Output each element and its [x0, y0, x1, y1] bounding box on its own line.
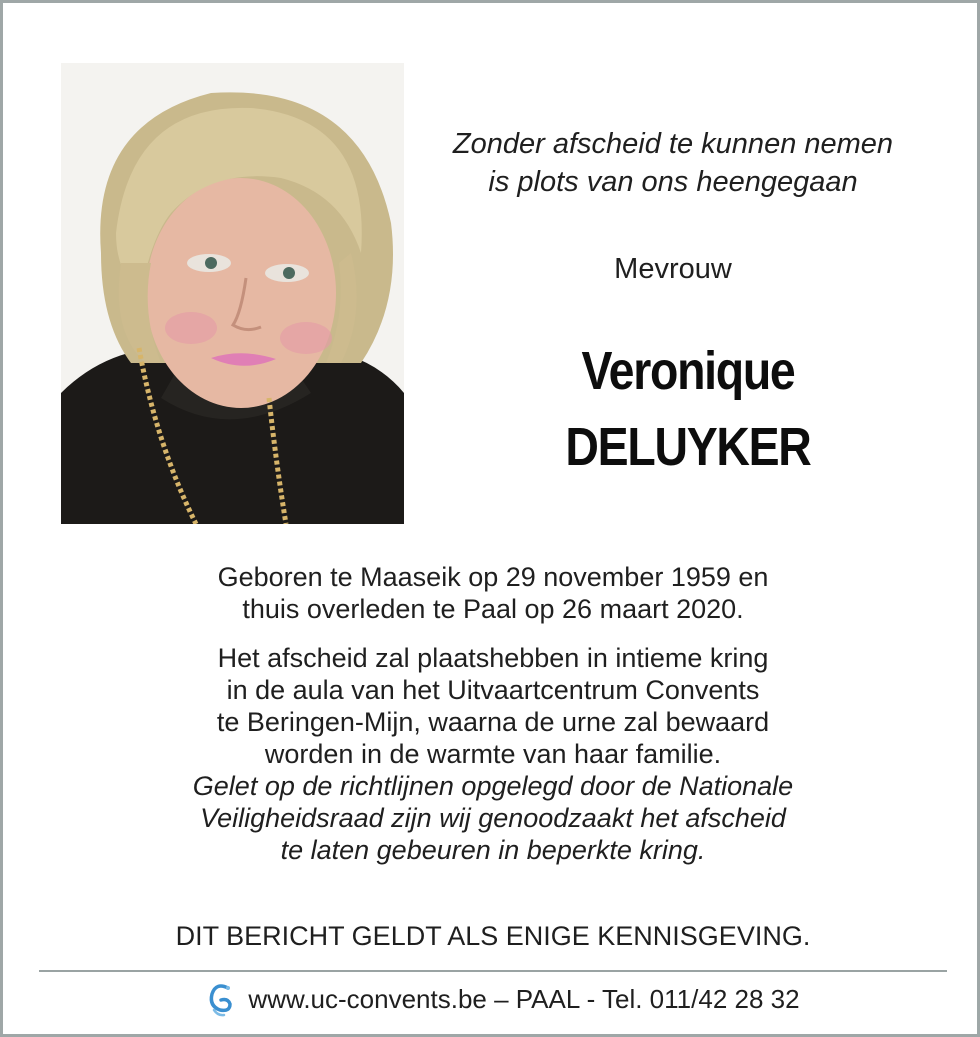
first-name: Veronique: [581, 341, 795, 401]
covid-note-line: Veiligheidsraad zijn wij genoodzaakt het afscheid: [200, 803, 786, 833]
uc-convents-logo-icon: [206, 980, 236, 1018]
intro-line: Zonder afscheid te kunnen nemen: [452, 128, 894, 160]
last-name: DELUYKER: [565, 417, 811, 477]
portrait-photo: [61, 63, 404, 524]
farewell-line: te Beringen-Mijn, waarna de urne zal bewaard: [216, 707, 770, 737]
farewell-line: worden in de warmte van haar familie.: [264, 739, 722, 769]
intro-phrase: [413, 125, 933, 201]
honorific: Mevrouw: [614, 253, 732, 285]
covid-note-line: te laten gebeuren in beperkte kring.: [280, 835, 706, 865]
deceased-name: [529, 333, 847, 485]
birth-death-line: Geboren te Maaseik op 29 november 1959 en: [217, 562, 769, 592]
footer-divider: [39, 970, 947, 972]
obituary-body: [63, 561, 923, 866]
covid-note-line: Gelet op de richtlijnen opgelegd door de Nationale: [192, 771, 794, 801]
intro-line: is plots van ons heengegaan: [488, 166, 858, 198]
farewell-line: in de aula van het Uitvaartcentrum Convents: [226, 675, 760, 705]
footer: [153, 979, 853, 1019]
funeral-home-contact[interactable]: www.uc-convents.be – PAAL - Tel. 011/42 28 32: [248, 983, 800, 1014]
farewell-line: Het afscheid zal plaatshebben in intieme kring: [217, 643, 769, 673]
birth-death-line: thuis overleden te Paal op 26 maart 2020.: [242, 594, 744, 624]
notice-statement: DIT BERICHT GELDT ALS ENIGE KENNISGEVING.: [175, 921, 811, 951]
